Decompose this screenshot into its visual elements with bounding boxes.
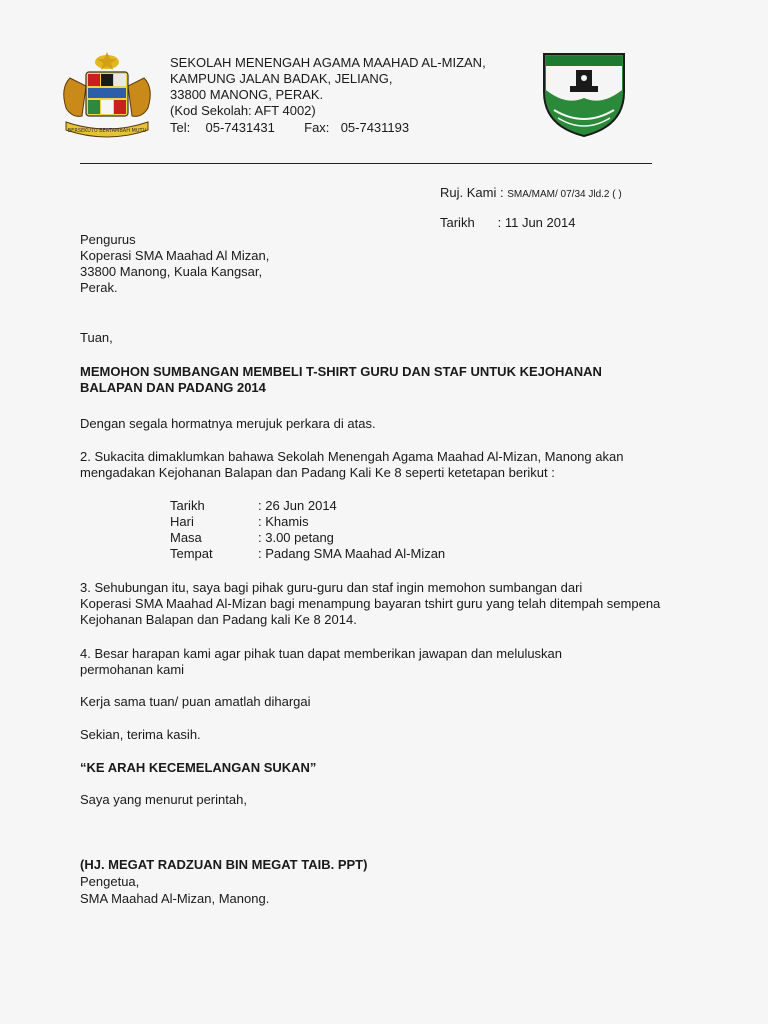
event-detail-row	[170, 546, 445, 561]
paragraph-3-line: Kejohanan Balapan dan Padang kali Ke 8 2014.	[80, 612, 357, 627]
school-code: (Kod Sekolah: AFT 4002)	[170, 103, 316, 118]
school-name: SEKOLAH MENENGAH AGAMA MAAHAD AL-MIZAN,	[170, 55, 486, 70]
opening-paragraph: Dengan segala hormatnya merujuk perkara di atas.	[80, 416, 376, 431]
event-detail-label: Hari	[170, 514, 194, 529]
event-detail-row	[170, 498, 337, 513]
event-detail-value: : 26 Jun 2014	[258, 498, 337, 513]
event-detail-row	[170, 530, 334, 545]
event-detail-label: Tarikh	[170, 498, 205, 513]
school-shield-icon	[538, 48, 630, 140]
letterhead-divider	[80, 163, 652, 164]
paragraph-4-line: permohanan kami	[80, 662, 185, 677]
fax-value: 05-7431193	[340, 120, 410, 135]
signatory-name: (HJ. MEGAT RADZUAN BIN MEGAT TAIB. PPT)	[80, 857, 368, 872]
paragraph-4-line: 4. Besar harapan kami agar pihak tuan dapat memberikan jawapan dan meluluskan	[80, 646, 563, 661]
date-line	[440, 215, 575, 230]
event-detail-value: : Padang SMA Maahad Al-Mizan	[258, 546, 446, 561]
event-detail-value: : 3.00 petang	[258, 530, 334, 545]
subject-line: BALAPAN DAN PADANG 2014	[80, 380, 266, 395]
reference-line	[440, 185, 622, 200]
subject-line: MEMOHON SUMBANGAN MEMBELI T-SHIRT GURU DAN STAF UNTUK KEJOHANAN	[80, 364, 602, 379]
event-detail-row	[170, 514, 309, 529]
svg-text:BERSEKUTU BERTAMBAH MUTU: BERSEKUTU BERTAMBAH MUTU	[67, 128, 147, 134]
signatory-title: Pengetua,	[80, 874, 140, 889]
recipient-line: Pengurus	[80, 232, 136, 247]
signoff: Saya yang menurut perintah,	[80, 792, 247, 807]
tel-label: Tel:	[170, 120, 191, 135]
closing-appreciation: Kerja sama tuan/ puan amatlah dihargai	[80, 694, 311, 709]
tel-value: 05-7431431	[205, 120, 275, 135]
paragraph-3-line: 3. Sehubungan itu, saya bagi pihak guru-guru dan staf ingin memohon sumbangan dari	[80, 580, 583, 595]
ruj-label: Ruj. Kami :	[440, 185, 504, 200]
recipient-line: Perak.	[80, 280, 118, 295]
state-crest-icon	[56, 50, 158, 140]
date-value: : 11 Jun 2014	[497, 215, 576, 230]
date-label: Tarikh	[440, 215, 475, 230]
event-detail-value: : Khamis	[258, 514, 309, 529]
event-detail-label: Masa	[170, 530, 202, 545]
recipient-line: Koperasi SMA Maahad Al Mizan,	[80, 248, 270, 263]
paragraph-2-line: mengadakan Kejohanan Balapan dan Padang Kali Ke 8 seperti ketetapan berikut :	[80, 465, 555, 480]
recipient-line: 33800 Manong, Kuala Kangsar,	[80, 264, 263, 279]
ruj-value: SMA/MAM/ 07/34 Jld.2 ( )	[507, 189, 622, 200]
contact-line	[170, 120, 409, 136]
signatory-org: SMA Maahad Al-Mizan, Manong.	[80, 891, 270, 906]
closing-thanks: Sekian, terima kasih.	[80, 727, 201, 742]
paragraph-2-line: 2. Sukacita dimaklumkan bahawa Sekolah Menengah Agama Maahad Al-Mizan, Manong akan	[80, 449, 624, 464]
motto: “KE ARAH KECEMELANGAN SUKAN”	[80, 760, 317, 775]
salutation: Tuan,	[80, 330, 113, 345]
paragraph-3-line: Koperasi SMA Maahad Al-Mizan bagi menampung bayaran tshirt guru yang telah ditempah sempena	[80, 596, 661, 611]
fax-label: Fax:	[304, 120, 330, 135]
event-detail-label: Tempat	[170, 546, 213, 561]
address-line-1: KAMPUNG JALAN BADAK, JELIANG,	[170, 71, 393, 86]
address-line-2: 33800 MANONG, PERAK.	[170, 87, 324, 102]
